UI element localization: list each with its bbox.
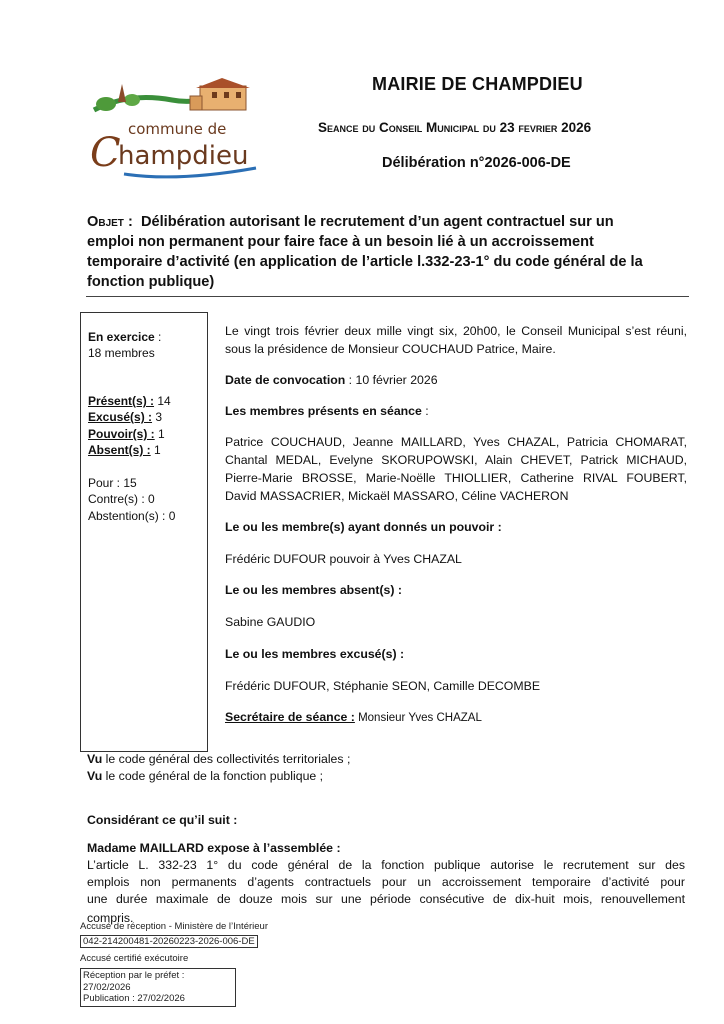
attendance-box <box>80 312 208 752</box>
secretaire-line: Secrétaire de séance : Monsieur Yves CHAZAL <box>225 710 482 724</box>
excuses-count: Excusé(s) : 3 <box>88 410 163 424</box>
objet-block <box>87 212 652 292</box>
considerant-heading: Considérant ce qu’il suit : <box>87 813 238 827</box>
stamp-dates <box>80 968 236 1007</box>
presents-heading: Les membres présents en séance : <box>225 404 429 418</box>
paragraph-line: L’article L. 332-23 1° du code général de la fonction publique autorise le recrutement sur des <box>87 858 685 872</box>
deliberation-number: Délibération n°2026-006-DE <box>382 155 571 171</box>
intro-line-1: Le vingt trois février deux mille vingt six, 20h00, le Conseil Municipal s’est réuni, <box>225 324 687 338</box>
svg-text:hampdieu: hampdieu <box>118 141 249 171</box>
absents-heading: Le ou les membres absent(s) : <box>225 583 402 597</box>
stamp-reception: Réception par le préfet : 27/02/2026 <box>83 970 185 993</box>
presents-names-line: Patrice COUCHAUD, Jeanne MAILLARD, Yves CHAZAL, Patricia CHOMARAT, <box>225 435 687 449</box>
pouvoir-text: Frédéric DUFOUR pouvoir à Yves CHAZAL <box>225 552 462 566</box>
objet-text: Délibération autorisant le recrutement d’un agent contractuel sur un emploi non permanent pour faire face à un besoin lié à un accroissement temporaire d’activité (en application de l’article l.332-23-1° du code général de la fonction publique) <box>87 214 643 290</box>
vote-abstention: Abstention(s) : 0 <box>88 509 176 523</box>
stamp-line-1: Accusé de réception - Ministère de l’Intérieur <box>80 921 268 932</box>
vote-pour: Pour : 15 <box>88 476 137 490</box>
presents-count: Présent(s) : 14 <box>88 394 171 408</box>
vu-line-2: Vu le code général de la fonction publique ; <box>87 769 324 783</box>
stamp-line-3: Accusé certifié exécutoire <box>80 953 189 964</box>
pouvoirs-count: Pouvoir(s) : 1 <box>88 427 165 441</box>
paragraph-line: une durée maximale de douze mois sur une période consécutive de dix-huit mois, renouvellement <box>87 892 685 906</box>
paragraph-line: emplois non permanents d’agents contractuels pour un accroissement temporaire d’activité pour <box>87 875 685 889</box>
paragraph-line: compris. <box>87 911 134 925</box>
pouvoir-heading: Le ou les membre(s) ayant donnés un pouvoir : <box>225 520 502 534</box>
expose-heading: Madame MAILLARD expose à l’assemblée : <box>87 841 341 855</box>
convocation-line: Date de convocation : 10 février 2026 <box>225 373 438 387</box>
vu-line-1: Vu le code général des collectivités territoriales ; <box>87 752 351 766</box>
intro-line-2: sous la présidence de Monsieur COUCHAUD Patrice, Maire. <box>225 342 556 356</box>
svg-text:commune de: commune de <box>128 120 227 138</box>
presents-names-line: David MASSACRIER, Mickaël MASSARO, Céline VACHERON <box>225 489 569 503</box>
stamp-id: 042-214200481-20260223-2026-006-DE <box>80 935 258 948</box>
excuses-text: Frédéric DUFOUR, Stéphanie SEON, Camille DECOMBE <box>225 679 541 693</box>
presents-names-line: Pierre-Marie BROSSE, Marie-Noëlle THIOLLIER, Catherine RIVAL FOUBERT, <box>225 471 687 485</box>
document-title: MAIRIE DE CHAMPDIEU <box>372 74 583 94</box>
excuses-heading: Le ou les membres excusé(s) : <box>225 647 405 661</box>
exercice-value: 18 membres <box>88 346 155 360</box>
absents-count: Absent(s) : 1 <box>88 443 161 457</box>
svg-text:C: C <box>90 130 121 176</box>
seance-line: Seance du Conseil Municipal du 23 fevrier 2026 <box>318 120 592 135</box>
divider <box>86 296 689 297</box>
absents-text: Sabine GAUDIO <box>225 615 316 629</box>
stamp-publication: Publication : 27/02/2026 <box>83 993 185 1004</box>
exercice-line: En exercice : <box>88 330 162 344</box>
presents-names-line: Chantal MEDAL, Evelyne SKORUPOWSKI, Alain CHEVET, Patrick MICHAUD, <box>225 453 687 467</box>
vote-contre: Contre(s) : 0 <box>88 492 155 506</box>
commune-logo <box>88 78 264 184</box>
objet-label: Objet : <box>87 214 133 230</box>
